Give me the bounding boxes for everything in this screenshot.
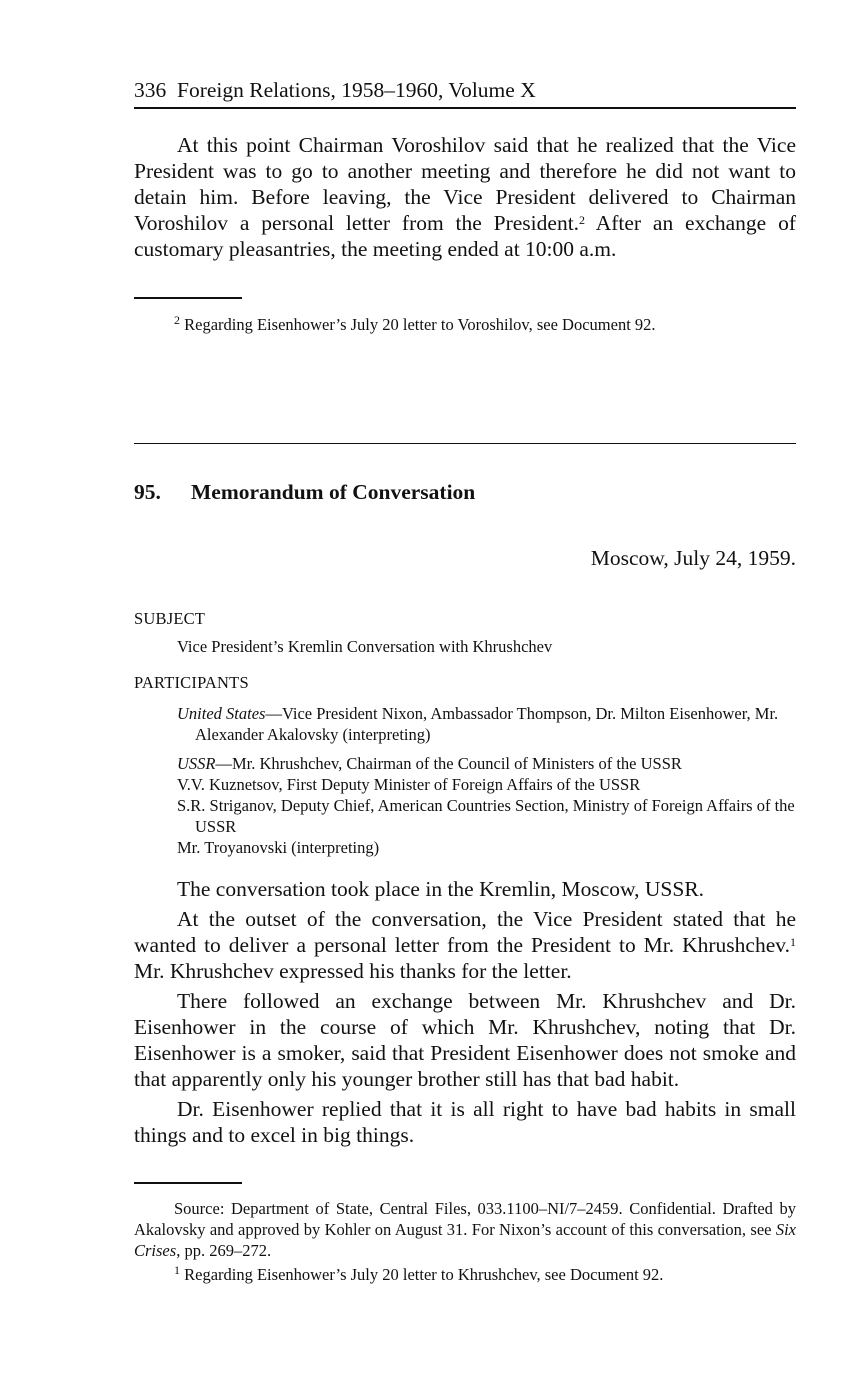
running-head [134, 78, 796, 103]
document-heading [134, 480, 475, 505]
page-number: 336 [134, 78, 167, 102]
footnotes [134, 1198, 796, 1288]
dateline: Moscow, July 24, 1959. [590, 546, 796, 570]
participant-line: USSR—Mr. Khrushchev, Chairman of the Council of Ministers of the USSR [177, 754, 682, 773]
participants-label: PARTICIPANTS [134, 673, 249, 692]
footnote-separator [134, 1182, 242, 1184]
source-note: Source: Department of State, Central Files, 033.1100–NI/7–2459. Confidential. Drafted by Akalovsky and approved by Kohler on August 31. For Nixon’s account of this conversation, see Six Crises, pp. 269–272. [134, 1199, 796, 1260]
participant-line: V.V. Kuznetsov, First Deputy Minister of Foreign Affairs of the USSR [177, 775, 641, 794]
subject-label: SUBJECT [134, 609, 206, 628]
document-title: Memorandum of Conversation [191, 480, 476, 504]
footnote-2: $^2$ Regarding Eisenhower’s July 20 letter to Voroshilov, see Document 92. [174, 313, 656, 334]
footnote-ref-2[interactable]: 2 [579, 213, 586, 227]
subject-text: Vice President’s Kremlin Conversation with Khrushchev [177, 637, 553, 656]
running-title: Foreign Relations, 1958–1960, Volume X [177, 78, 536, 102]
body-paragraph: The conversation took place in the Kremlin, Moscow, USSR. [177, 877, 705, 901]
footnote-1: $^1$ Regarding Eisenhower’s July 20 letter to Khrushchev, see Document 92. [174, 1263, 664, 1284]
document-body [134, 876, 796, 1152]
body-paragraph: Dr. Eisenhower replied that it is all right to have bad habits in small things and to excel in big things. [134, 1097, 796, 1147]
participant-line: S.R. Striganov, Deputy Chief, American Countries Section, Ministry of Foreign Affairs of the USSR [177, 796, 795, 836]
section-divider [134, 443, 796, 444]
body-paragraph: At the outset of the conversation, the Vice President stated that he wanted to deliver a personal letter from the President to Mr. Khrushchev.$^1$ Mr. Khrushchev expressed his thanks for the letter. [134, 907, 796, 983]
participants-ussr [177, 753, 796, 858]
participants-united-states: United States—Vice President Nixon, Ambassador Thompson, Dr. Milton Eisenhower, Mr. Alexander Akalovsky (interpreting) [177, 704, 779, 744]
document-number: 95. [134, 480, 161, 504]
participant-line: Mr. Troyanovski (interpreting) [177, 838, 380, 857]
body-paragraph: There followed an exchange between Mr. Khrushchev and Dr. Eisenhower in the course of which Mr. Khrushchev, noting that Dr. Eisenhower is a smoker, said that President Eisenhower does not smoke and that apparently only his younger brother still has that bad habit. [134, 989, 796, 1091]
header-rule [134, 107, 796, 109]
footnote-separator [134, 297, 242, 299]
previous-document-closing-paragraph: At this point Chairman Voroshilov said that he realized that the Vice President was to go to another meeting and therefore he did not want to detain him. Before leaving, the Vice President delivered to Chairman Voroshilov a personal letter from the President.$^2$ After an exchange of customary pleasantries, the meeting ended at 10:00 a.m. [134, 133, 796, 261]
footnote-ref-1[interactable]: 1 [790, 935, 796, 949]
